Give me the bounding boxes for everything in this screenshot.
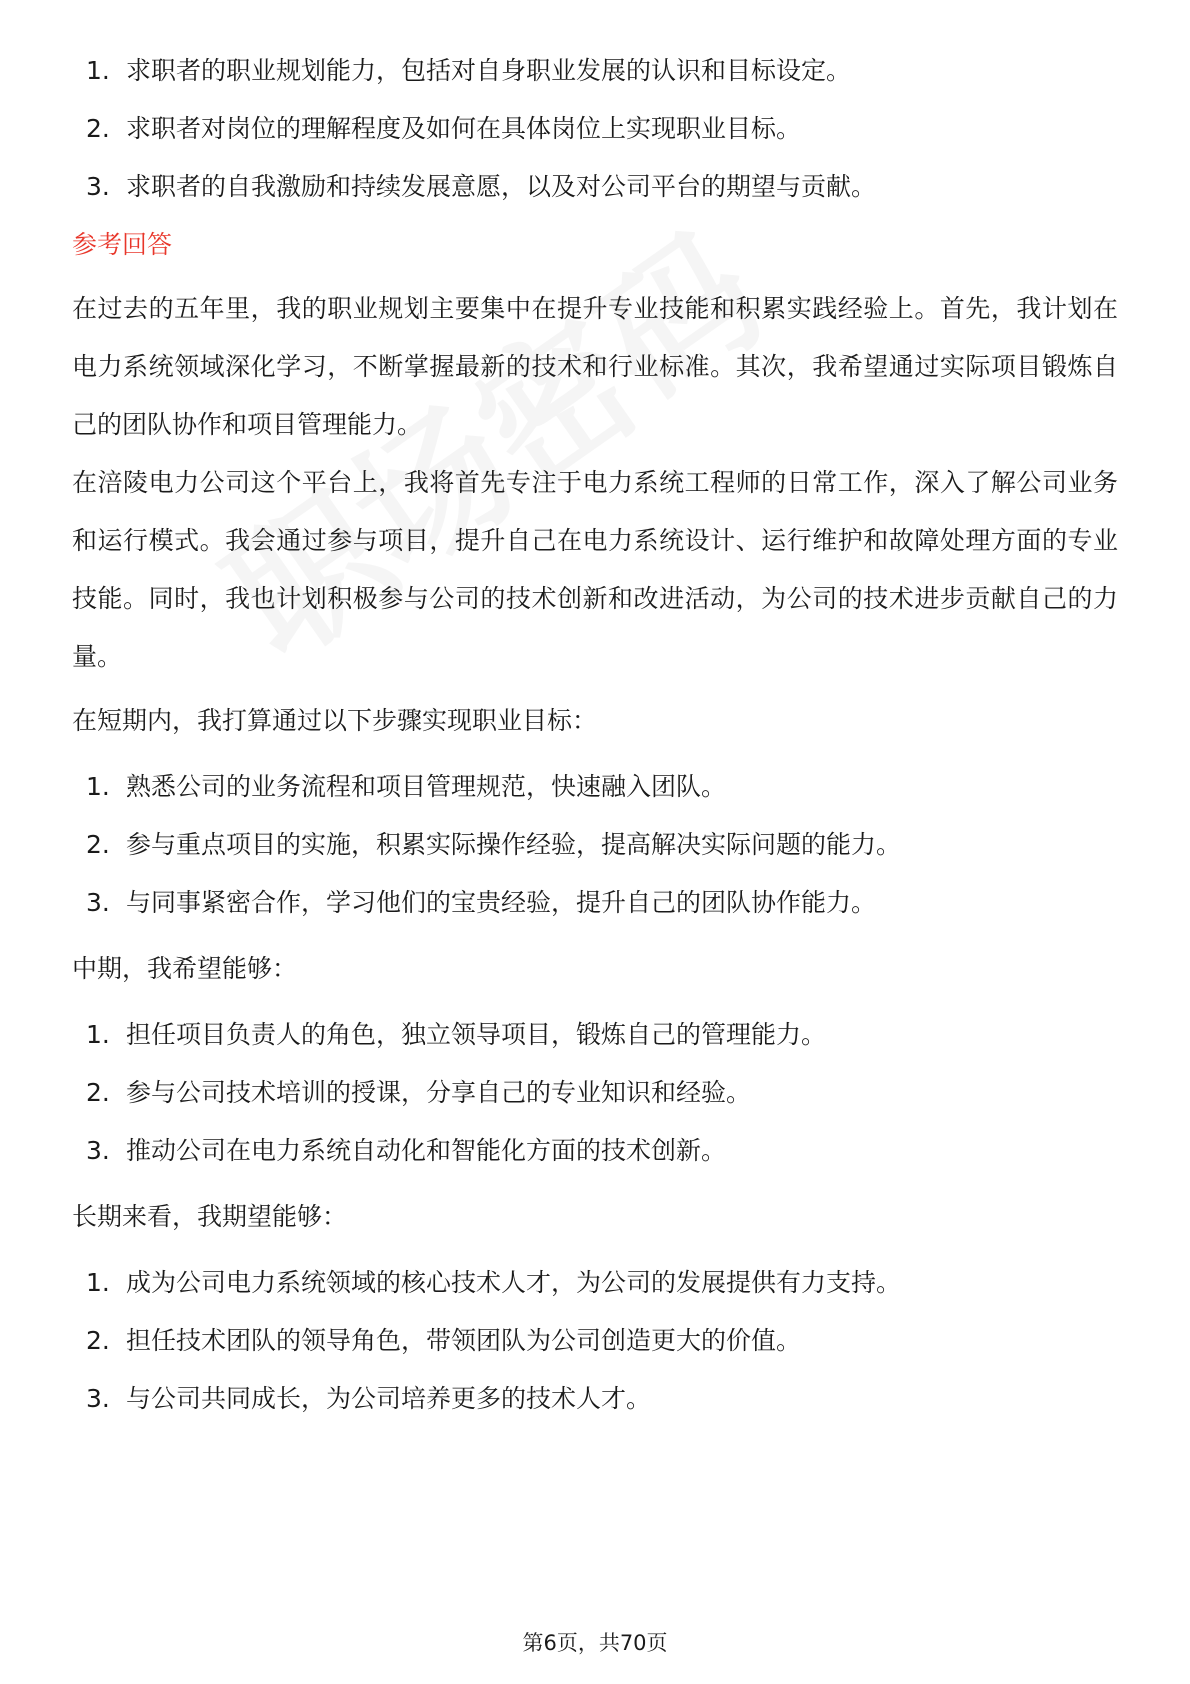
list-item [72, 1326, 1118, 1356]
list-item-text: 与同事紧密合作，学习他们的宝贵经验，提升自己的团队协作能力。 [126, 888, 877, 917]
list-item [72, 1020, 1118, 1050]
list-number: 2. [86, 114, 110, 143]
mid-term-list [72, 1020, 1118, 1166]
list-item [72, 830, 1118, 860]
list-number: 2. [86, 1078, 110, 1107]
list-item-text: 熟悉公司的业务流程和项目管理规范，快速融入团队。 [126, 772, 727, 801]
answer-paragraph: 在涪陵电力公司这个平台上，我将首先专注于电力系统工程师的日常工作，深入了解公司业务和运行模式。我会通过参与项目，提升自己在电力系统设计、运行维护和故障处理方面的专业技能。同时，我也计划积极参与公司的技术创新和改进活动，为公司的技术进步贡献自己的力量。 [72, 468, 1118, 671]
list-number: 3. [86, 1384, 110, 1413]
list-number: 3. [86, 1136, 110, 1165]
list-item [72, 1268, 1118, 1298]
list-item [72, 1384, 1118, 1414]
list-item [72, 114, 1118, 144]
list-number: 3. [86, 888, 110, 917]
list-item-text: 求职者的自我激励和持续发展意愿，以及对公司平台的期望与贡献。 [126, 172, 877, 201]
answer-paragraph: 在过去的五年里，我的职业规划主要集中在提升专业技能和积累实践经验上。首先，我计划在电力系统领域深化学习，不断掌握最新的技术和行业标准。其次，我希望通过实际项目锻炼自己的团队协作和项目管理能力。 [72, 294, 1118, 439]
list-item-text: 推动公司在电力系统自动化和智能化方面的技术创新。 [126, 1136, 727, 1165]
short-term-list [72, 772, 1118, 918]
evaluation-points-list [72, 56, 1118, 202]
list-item [72, 1078, 1118, 1108]
list-number: 3. [86, 172, 110, 201]
list-item-text: 担任技术团队的领导角色，带领团队为公司创造更大的价值。 [126, 1326, 802, 1355]
list-item-text: 参与公司技术培训的授课，分享自己的专业知识和经验。 [126, 1078, 752, 1107]
short-term-label: 在短期内，我打算通过以下步骤实现职业目标： [72, 706, 598, 735]
list-item [72, 172, 1118, 202]
list-item-text: 参与重点项目的实施，积累实际操作经验，提高解决实际问题的能力。 [126, 830, 902, 859]
mid-term-label: 中期，我希望能够： [72, 954, 298, 983]
page-content [72, 56, 1118, 1414]
list-number: 2. [86, 830, 110, 859]
list-item [72, 56, 1118, 86]
long-term-list [72, 1268, 1118, 1414]
list-number: 2. [86, 1326, 110, 1355]
list-item-text: 担任项目负责人的角色，独立领导项目，锻炼自己的管理能力。 [126, 1020, 827, 1049]
page-number: 第6页，共70页 [522, 1631, 668, 1655]
list-number: 1. [86, 772, 110, 801]
list-item [72, 888, 1118, 918]
list-number: 1. [86, 1020, 110, 1049]
list-item-text: 求职者的职业规划能力，包括对自身职业发展的认识和目标设定。 [126, 56, 852, 85]
long-term-label: 长期来看，我期望能够： [72, 1202, 348, 1231]
list-item-text: 求职者对岗位的理解程度及如何在具体岗位上实现职业目标。 [126, 114, 802, 143]
list-item [72, 1136, 1118, 1166]
list-number: 1. [86, 1268, 110, 1297]
section-heading: 参考回答 [72, 230, 173, 259]
list-item [72, 772, 1118, 802]
list-number: 1. [86, 56, 110, 85]
list-item-text: 与公司共同成长，为公司培养更多的技术人才。 [126, 1384, 652, 1413]
list-item-text: 成为公司电力系统领域的核心技术人才，为公司的发展提供有力支持。 [126, 1268, 902, 1297]
